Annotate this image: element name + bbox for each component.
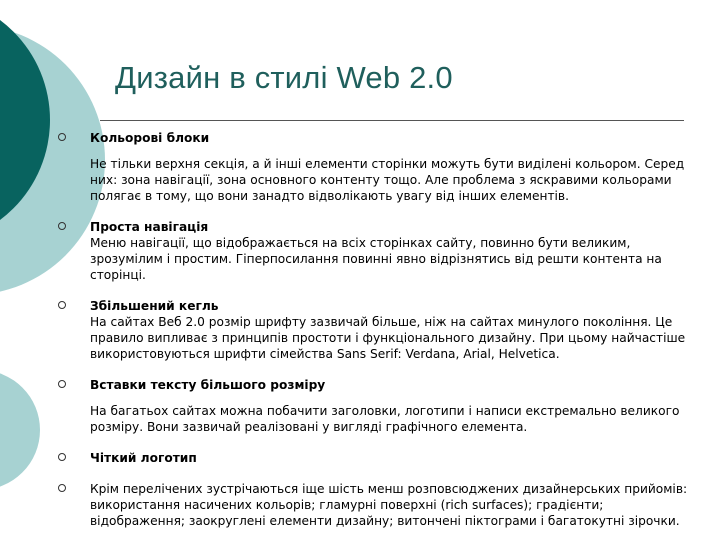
list-item-large-text-inserts [58,377,698,435]
bullet-icon [58,380,66,388]
list-item-clear-logo [58,450,698,466]
bullet-icon [58,453,66,461]
bullet-list [58,130,698,529]
bullet-icon [58,301,66,309]
item-heading: Вставки тексту більшого розміру [90,378,326,392]
slide-title: Дизайн в стилі Web 2.0 [115,60,453,95]
list-item-simple-navigation [58,219,698,283]
item-body: На багатьох сайтах можна побачити заголовки, логотипи і написи екстремально великого розміру. Вони зазвичай реалізовані у вигляді графічного елемента. [90,404,680,434]
item-heading: Проста навігація [90,220,209,234]
item-body: Крім перелічених зустрічаються іще шість менш розповсюджених дизайнерських прийомів: використання насичених кольорів; гламурні поверхні (rich surfaces); градієнти; відображення; заокруглені елементи дизайну; витончені піктограми і багатокутні зірочки. [90,482,688,528]
list-item-color-blocks [58,130,698,204]
title-divider [100,120,684,121]
item-heading: Збільшений кегль [90,299,219,313]
item-heading: Кольорові блоки [90,131,210,145]
item-body: Меню навігації, що відображається на всіх сторінках сайту, повинно бути великим, зрозумілим і простим. Гіперпосилання повинні явно відрізнятись від решти контента на сторінці. [90,236,662,282]
bullet-icon [58,222,66,230]
list-item-other-techniques [58,481,698,529]
bullet-icon [58,133,66,141]
item-body: На сайтах Веб 2.0 розмір шрифту зазвичай більше, ніж на сайтах минулого покоління. Це правило випливає з принципів простоти і функціонального дизайну. При цьому найчастіше використовуються шрифти сімейства Sans Serif: Verdana, Arial, Helvetica. [90,315,686,361]
item-heading: Чіткий логотип [90,451,197,465]
list-item-larger-font [58,298,698,362]
item-body: Не тільки верхня секція, а й інші елементи сторінки можуть бути виділені кольором. Серед них: зона навігації, зона основного контенту тощо. Але проблема з яскравими кольорами полягає в тому, що вони занадто відволікають увагу від інших елементів. [90,157,685,203]
bullet-icon [58,484,66,492]
